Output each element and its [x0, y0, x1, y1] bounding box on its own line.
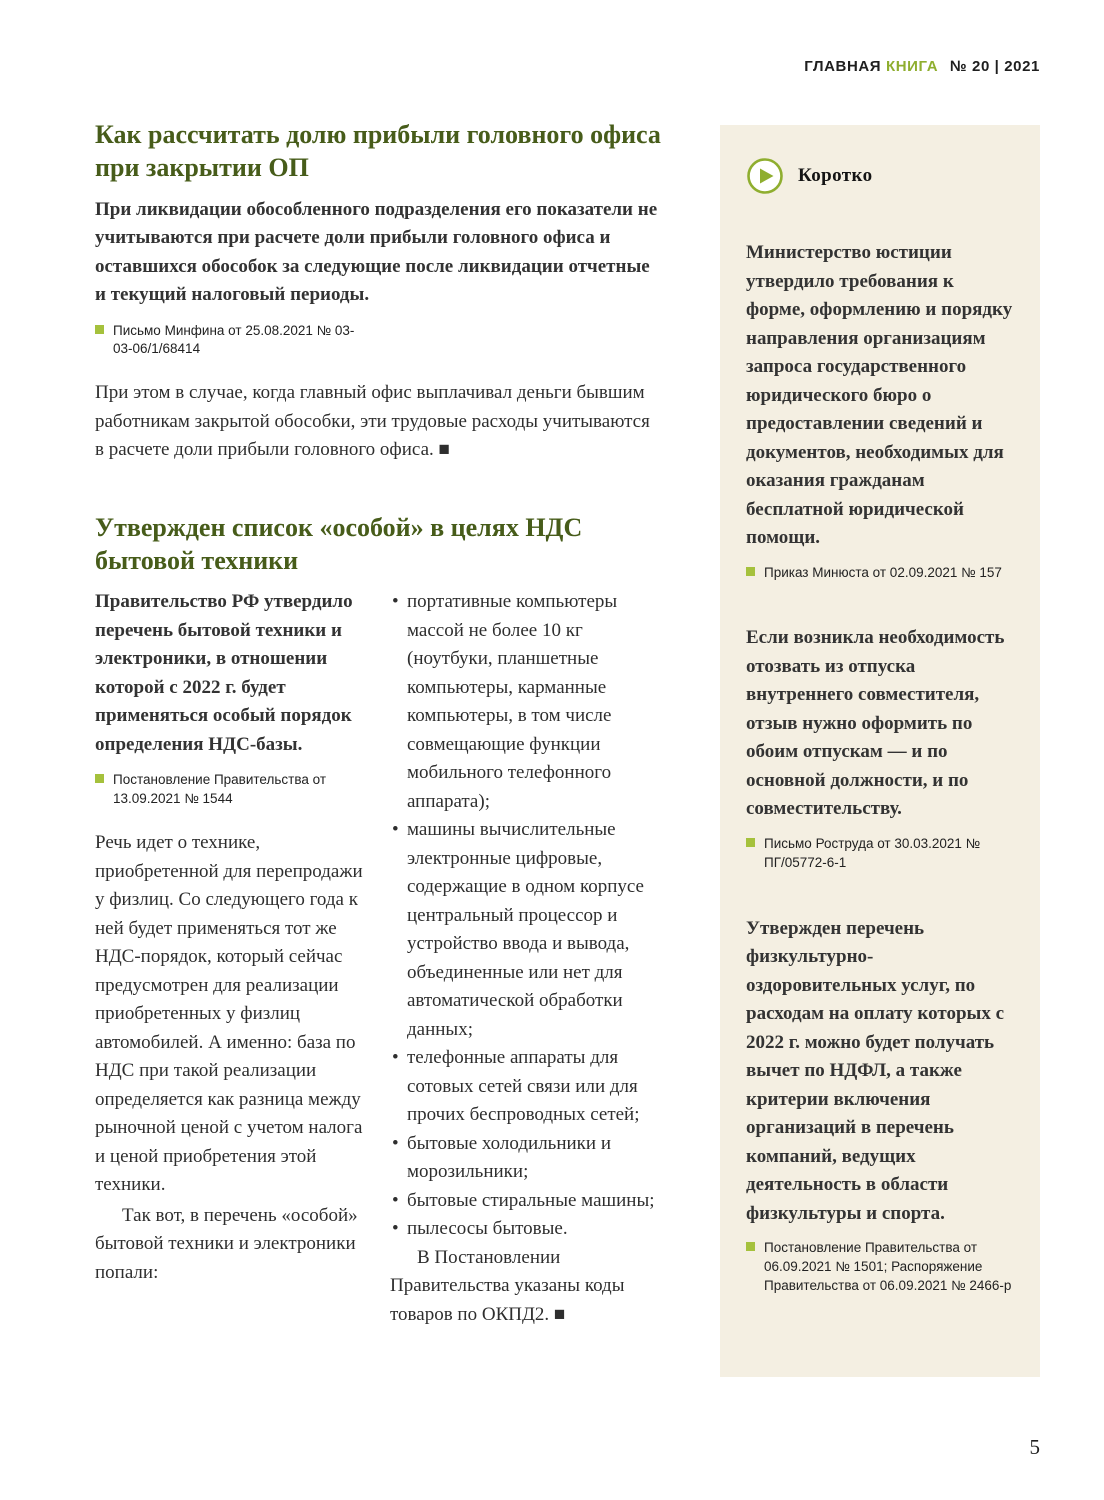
- news-text: Министерство юстиции утвердило требования к форме, оформлению и порядку направления организациям запроса государственного юридического бюро о предоставлении сведений и документов, необходимых для оказания гражданам бесплатной юридической помощи.: [746, 242, 1013, 548]
- source-text: Письмо Роструда от 30.03.2021 № ПГ/05772-6-1: [764, 835, 981, 870]
- main-content: [95, 118, 661, 1331]
- source-text: Письмо Минфина от 25.08.2021 № 03-03-06/1/68414: [113, 322, 355, 357]
- source-reference: [95, 771, 366, 809]
- article-lead: Правительство РФ утвердило перечень бытовой техники и электроники, в отношении которой с 2022 г. будет применяться особый порядок определения НДС-базы.: [95, 591, 353, 755]
- list-item: • бытовые холодильники и морозильники;: [390, 1130, 661, 1187]
- article-title: Утвержден список «особой» в целях НДС бытовой техники: [95, 512, 583, 576]
- list-item: • портативные компьютеры массой не более 10 кг (ноутбуки, планшетные компьютеры, карманные компьютеры, в том числе совмещающие функции мобильного телефонного аппарата);: [390, 588, 661, 816]
- square-bullet-icon: [95, 774, 104, 783]
- news-item: [746, 239, 1016, 582]
- article-closing: В Постановлении Правительства указаны коды товаров по ОКПД2. ■: [390, 1246, 625, 1325]
- two-column-layout: [95, 588, 661, 1331]
- square-bullet-icon: [746, 567, 755, 576]
- sidebar-header: [746, 157, 1016, 195]
- source-text: Приказ Минюста от 02.09.2021 № 157: [764, 564, 1002, 580]
- article-body-continued: Так вот, в перечень «особой» бытовой техники и электроники попали:: [95, 1204, 358, 1283]
- right-column: [390, 588, 661, 1331]
- page-number: 5: [1029, 1435, 1040, 1459]
- source-text: Постановление Правительства от 06.09.2021 № 1501; Распоряжение Правительства от 06.09.2021 № 2466-р: [764, 1240, 1012, 1293]
- source-reference: [746, 1239, 1016, 1296]
- brand-glavnaya: ГЛАВНАЯ: [804, 58, 882, 75]
- news-text: Утвержден перечень физкультурно-оздоровительных услуг, по расходам на оплату которых с 2022 г. можно будет получать вычет по НДФЛ, а также критерии включения организаций в перечень компаний, ведущих деятельность в области физкультуры и спорта.: [746, 917, 1005, 1224]
- article-body: При этом в случае, когда главный офис выплачивал деньги бывшим работникам закрытой обособки, эти трудовые расходы учитываются в расчете доли прибыли головного офиса. ■: [95, 382, 650, 461]
- square-bullet-icon: [95, 325, 104, 334]
- list-item: • телефонные аппараты для сотовых сетей связи или для прочих беспроводных сетей;: [390, 1044, 661, 1130]
- source-reference: [746, 835, 1016, 873]
- square-bullet-icon: [746, 838, 755, 847]
- play-icon: [746, 157, 784, 195]
- issue-number: № 20 | 2021: [949, 58, 1040, 75]
- list-item: • пылесосы бытовые.: [390, 1215, 661, 1244]
- left-column: [95, 588, 366, 1331]
- article-profit-share: [95, 118, 661, 465]
- square-bullet-icon: [746, 1242, 755, 1251]
- list-item: • машины вычислительные электронные цифровые, содержащие в одном корпусе центральный процессор и устройство ввода и вывода, объединенные или нет для автоматической обработки данных;: [390, 816, 661, 1044]
- brand-kniga: КНИГА: [885, 58, 939, 75]
- korotko-sidebar: [720, 125, 1040, 1377]
- list-item: • бытовые стиральные машины;: [390, 1187, 661, 1216]
- article-nds-appliances: [95, 511, 661, 1332]
- news-text: Если возникла необходимость отозвать из отпуска внутреннего совместителя, отзыв нужно оформить по обоим отпускам — и по основной должности, и по совместительству.: [746, 627, 1005, 820]
- article-lead: При ликвидации обособленного подразделения его показатели не учитываются при расчете доли прибыли головного офиса и оставшихся обособок за следующие после ликвидации отчетные и текущий налоговый периоды.: [95, 198, 658, 306]
- page-header: [804, 58, 1040, 75]
- source-reference: [95, 322, 661, 360]
- sidebar-title: Коротко: [798, 165, 873, 186]
- source-reference: [746, 564, 1016, 583]
- article-body: Речь идет о технике, приобретенной для перепродажи у физлиц. Со следующего года к ней будет применяться тот же НДС-порядок, который сейчас предусмотрен для реализации приобретенных у физлиц автомобилей. А именно: база по НДС при такой реализации определяется как разница между рыночной ценой с учетом налога и ценой приобретения этой техники.: [95, 832, 363, 1196]
- news-item: [746, 915, 1016, 1296]
- source-text: Постановление Правительства от 13.09.2021 № 1544: [113, 772, 327, 807]
- article-title: Как рассчитать долю прибыли головного офиса при закрытии ОП: [95, 120, 661, 183]
- news-item: [746, 624, 1016, 872]
